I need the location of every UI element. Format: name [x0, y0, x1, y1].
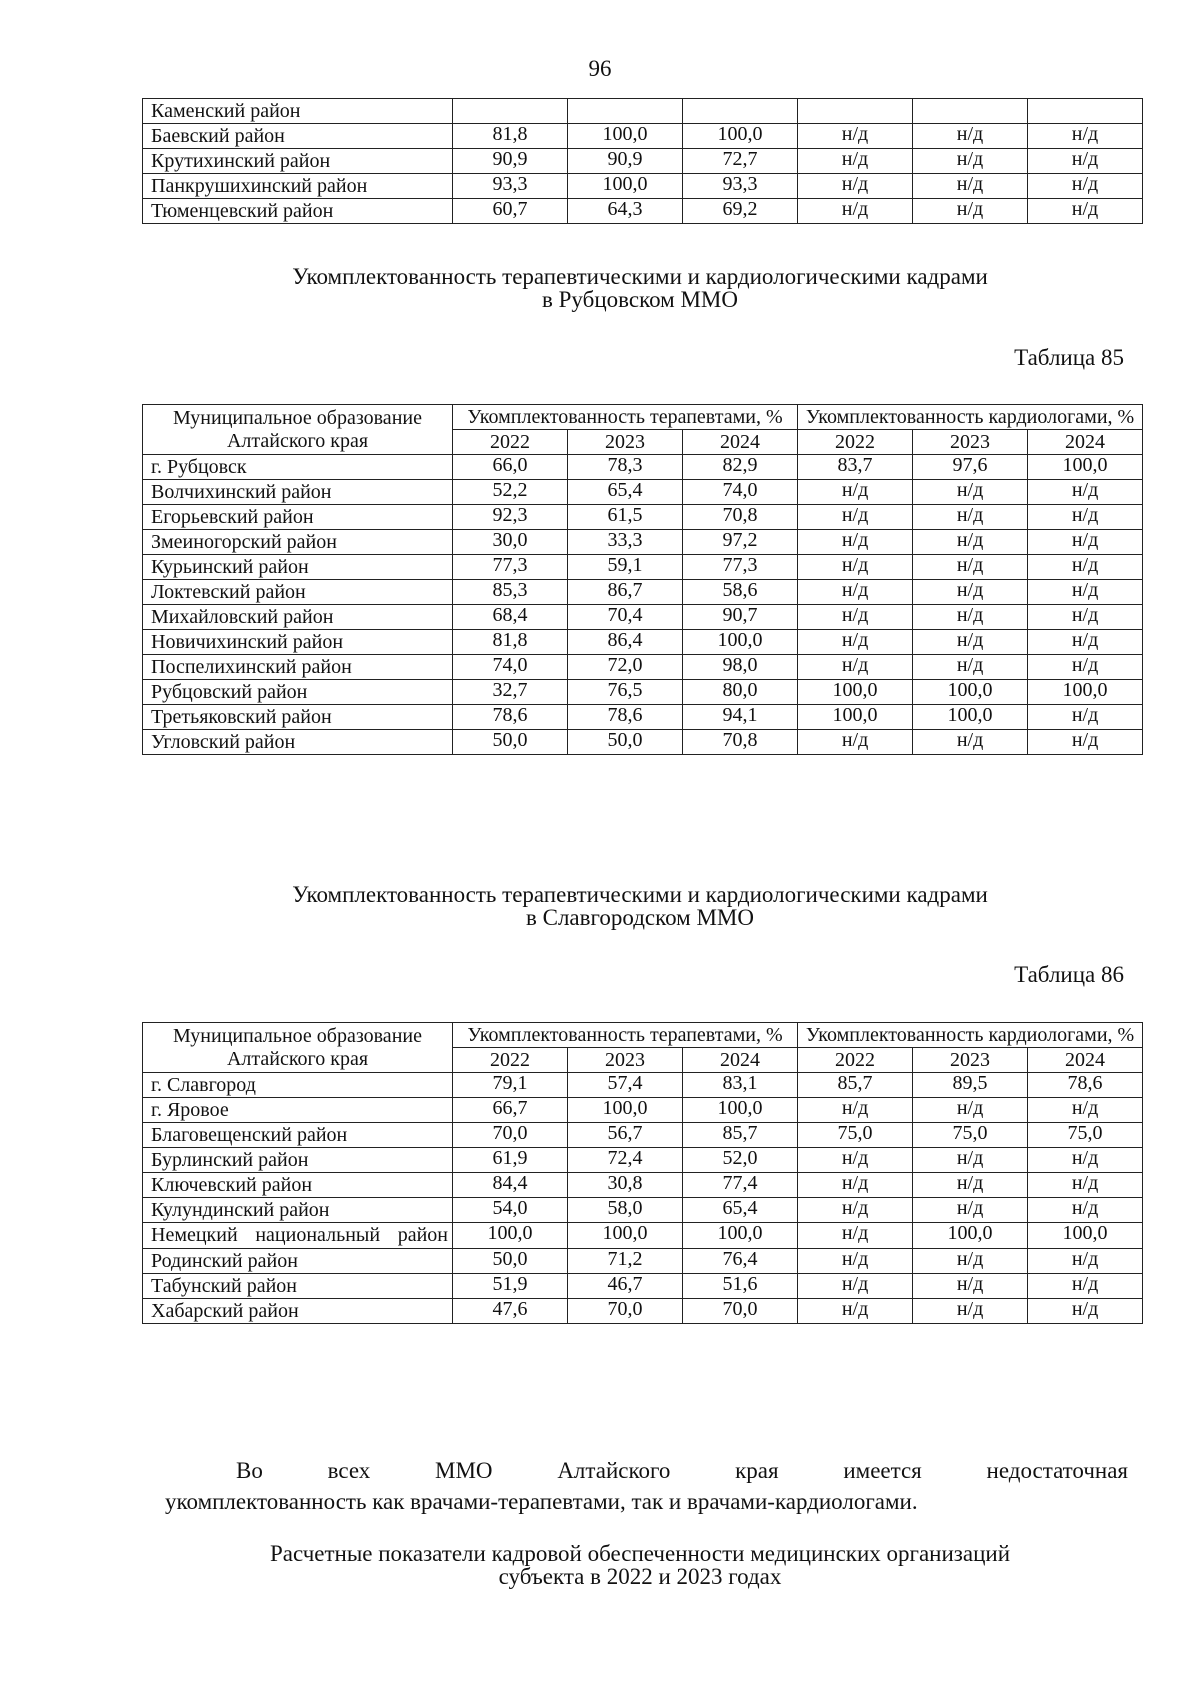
year-header: 2022 [453, 430, 568, 455]
cardiologists-value-cell: н/д [1028, 1098, 1143, 1123]
cardiologists-value-cell: н/д [798, 1098, 913, 1123]
therapists-value-cell: 77,4 [683, 1173, 798, 1198]
cardiologists-value-cell: н/д [798, 199, 913, 224]
therapists-value-cell: 52,2 [453, 480, 568, 505]
cardiologists-value-cell: н/д [913, 1299, 1028, 1324]
table-row [143, 605, 1143, 630]
therapists-value-cell: 50,0 [568, 730, 683, 755]
cardiologists-value-cell: 100,0 [798, 680, 913, 705]
therapists-value-cell [568, 99, 683, 124]
therapists-value-cell: 74,0 [453, 655, 568, 680]
therapists-value-cell: 52,0 [683, 1148, 798, 1173]
header-cardiologists: Укомплектованность кардиологами, % [798, 405, 1143, 430]
therapists-value-cell: 100,0 [683, 1223, 798, 1249]
cardiologists-value-cell: 100,0 [913, 705, 1028, 730]
footer-heading [140, 1542, 1140, 1588]
table-row [143, 680, 1143, 705]
cardiologists-value-cell: н/д [913, 1198, 1028, 1223]
cardiologists-value-cell: н/д [1028, 1274, 1143, 1299]
table-row [143, 580, 1143, 605]
cardiologists-value-cell: 100,0 [1028, 455, 1143, 480]
cardiologists-value-cell: н/д [913, 630, 1028, 655]
year-header: 2024 [1028, 1048, 1143, 1073]
table-row [143, 199, 1143, 224]
table-row [143, 730, 1143, 755]
section-title-slavgorod [140, 883, 1140, 929]
therapists-value-cell: 64,3 [568, 199, 683, 224]
therapists-value-cell: 50,0 [453, 1249, 568, 1274]
municipality-cell: Бурлинский район [143, 1148, 453, 1173]
cardiologists-value-cell: н/д [798, 630, 913, 655]
cardiologists-value-cell [1028, 99, 1143, 124]
cardiologists-value-cell: н/д [1028, 505, 1143, 530]
cardiologists-value-cell: н/д [798, 530, 913, 555]
cardiologists-value-cell: н/д [798, 480, 913, 505]
cardiologists-value-cell: н/д [913, 480, 1028, 505]
therapists-value-cell: 93,3 [683, 174, 798, 199]
therapists-value-cell: 70,8 [683, 730, 798, 755]
table-row [143, 1073, 1143, 1098]
municipality-cell: г. Яровое [143, 1098, 453, 1123]
section-title-line2: в Славгородском ММО [526, 905, 754, 930]
municipality-cell: г. Славгород [143, 1073, 453, 1098]
therapists-value-cell: 97,2 [683, 530, 798, 555]
cardiologists-value-cell: н/д [798, 1198, 913, 1223]
cardiologists-value-cell: н/д [913, 605, 1028, 630]
table-row [143, 1274, 1143, 1299]
municipality-cell: Каменский район [143, 99, 453, 124]
cardiologists-value-cell: н/д [913, 1274, 1028, 1299]
cardiologists-value-cell: н/д [1028, 630, 1143, 655]
therapists-value-cell: 72,7 [683, 149, 798, 174]
therapists-value-cell: 51,6 [683, 1274, 798, 1299]
municipality-cell: Третьяковский район [143, 705, 453, 730]
table-row [143, 705, 1143, 730]
cardiologists-value-cell: н/д [1028, 124, 1143, 149]
cardiologists-value-cell [798, 99, 913, 124]
cardiologists-value-cell: н/д [913, 655, 1028, 680]
therapists-value-cell: 56,7 [568, 1123, 683, 1148]
municipality-cell: Табунский район [143, 1274, 453, 1299]
year-header: 2024 [1028, 430, 1143, 455]
therapists-value-cell: 83,1 [683, 1073, 798, 1098]
therapists-value-cell: 90,7 [683, 605, 798, 630]
therapists-value-cell: 100,0 [683, 630, 798, 655]
cardiologists-value-cell: н/д [1028, 580, 1143, 605]
table-row [143, 1173, 1143, 1198]
municipality-cell: Хабарский район [143, 1299, 453, 1324]
table-row [143, 1299, 1143, 1324]
municipality-cell: Родинский район [143, 1249, 453, 1274]
table-row [143, 149, 1143, 174]
cardiologists-value-cell: н/д [1028, 1198, 1143, 1223]
cardiologists-value-cell: н/д [913, 1173, 1028, 1198]
cardiologists-value-cell: н/д [913, 1148, 1028, 1173]
therapists-value-cell: 100,0 [568, 174, 683, 199]
municipality-cell: Рубцовский район [143, 680, 453, 705]
therapists-value-cell: 81,8 [453, 124, 568, 149]
therapists-value-cell [683, 99, 798, 124]
cardiologists-value-cell: н/д [798, 730, 913, 755]
cardiologists-value-cell: н/д [798, 1249, 913, 1274]
cardiologists-value-cell: н/д [913, 1098, 1028, 1123]
therapists-value-cell: 77,3 [683, 555, 798, 580]
municipality-cell: Панкрушихинский район [143, 174, 453, 199]
therapists-value-cell: 100,0 [568, 1223, 683, 1249]
therapists-value-cell: 66,0 [453, 455, 568, 480]
municipality-cell: Михайловский район [143, 605, 453, 630]
municipality-cell: Крутихинский район [143, 149, 453, 174]
therapists-value-cell: 58,0 [568, 1198, 683, 1223]
year-header: 2024 [683, 1048, 798, 1073]
therapists-value-cell: 93,3 [453, 174, 568, 199]
table-86 [142, 1022, 1143, 1324]
therapists-value-cell: 85,7 [683, 1123, 798, 1148]
cardiologists-value-cell: н/д [913, 555, 1028, 580]
therapists-value-cell: 79,1 [453, 1073, 568, 1098]
cardiologists-value-cell: н/д [1028, 730, 1143, 755]
therapists-value-cell: 100,0 [568, 124, 683, 149]
cardiologists-value-cell: н/д [1028, 605, 1143, 630]
therapists-value-cell: 84,4 [453, 1173, 568, 1198]
therapists-value-cell: 70,0 [683, 1299, 798, 1324]
year-header: 2022 [453, 1048, 568, 1073]
cardiologists-value-cell: н/д [798, 149, 913, 174]
table-row [143, 555, 1143, 580]
therapists-value-cell: 47,6 [453, 1299, 568, 1324]
cardiologists-value-cell: 100,0 [1028, 680, 1143, 705]
cardiologists-value-cell: н/д [913, 730, 1028, 755]
cardiologists-value-cell: 100,0 [913, 680, 1028, 705]
therapists-value-cell: 70,0 [568, 1299, 683, 1324]
therapists-value-cell: 78,3 [568, 455, 683, 480]
section-title-line1: Укомплектованность терапевтическими и кардиологическими кадрами [292, 882, 988, 907]
cardiologists-value-cell: н/д [1028, 1148, 1143, 1173]
cardiologists-value-cell: н/д [913, 1249, 1028, 1274]
therapists-value-cell: 72,4 [568, 1148, 683, 1173]
municipality-cell: Курьинский район [143, 555, 453, 580]
therapists-value-cell: 50,0 [453, 730, 568, 755]
cardiologists-value-cell: н/д [913, 530, 1028, 555]
table-row [143, 480, 1143, 505]
therapists-value-cell [453, 99, 568, 124]
therapists-value-cell: 30,8 [568, 1173, 683, 1198]
municipality-cell: Новичихинский район [143, 630, 453, 655]
table-row [143, 505, 1143, 530]
cardiologists-value-cell: н/д [798, 555, 913, 580]
therapists-value-cell: 90,9 [453, 149, 568, 174]
therapists-value-cell: 98,0 [683, 655, 798, 680]
therapists-value-cell: 71,2 [568, 1249, 683, 1274]
municipality-cell: Волчихинский район [143, 480, 453, 505]
therapists-value-cell: 100,0 [683, 124, 798, 149]
therapists-value-cell: 85,3 [453, 580, 568, 605]
cardiologists-value-cell: 97,6 [913, 455, 1028, 480]
section-title-line2: в Рубцовском ММО [542, 287, 738, 312]
municipality-cell: Немецкий национальный район [143, 1223, 453, 1249]
therapists-value-cell: 86,4 [568, 630, 683, 655]
cardiologists-value-cell: 100,0 [798, 705, 913, 730]
table-row [143, 455, 1143, 480]
cardiologists-value-cell: н/д [1028, 555, 1143, 580]
municipality-cell: Угловский район [143, 730, 453, 755]
cardiologists-value-cell: н/д [798, 605, 913, 630]
header-municipality: Муниципальное образование Алтайского края [143, 405, 453, 455]
therapists-value-cell: 46,7 [568, 1274, 683, 1299]
cardiologists-value-cell: н/д [798, 655, 913, 680]
therapists-value-cell: 90,9 [568, 149, 683, 174]
cardiologists-value-cell [913, 99, 1028, 124]
conclusion-line2: укомплектованность как врачами-терапевтами, так и врачами-кардиологами. [165, 1489, 918, 1514]
year-header: 2023 [568, 1048, 683, 1073]
table-85 [142, 404, 1143, 755]
header-cardiologists: Укомплектованность кардиологами, % [798, 1023, 1143, 1048]
table-row [143, 630, 1143, 655]
year-header: 2024 [683, 430, 798, 455]
therapists-value-cell: 80,0 [683, 680, 798, 705]
cardiologists-value-cell: 78,6 [1028, 1073, 1143, 1098]
therapists-value-cell: 77,3 [453, 555, 568, 580]
therapists-value-cell: 92,3 [453, 505, 568, 530]
cardiologists-value-cell: н/д [1028, 1249, 1143, 1274]
municipality-cell: Локтевский район [143, 580, 453, 605]
footer-heading-line1: Расчетные показатели кадровой обеспеченности медицинских организаций [269, 1541, 1011, 1566]
municipality-cell: Благовещенский район [143, 1123, 453, 1148]
therapists-value-cell: 61,5 [568, 505, 683, 530]
cardiologists-value-cell: н/д [798, 1148, 913, 1173]
therapists-value-cell: 100,0 [568, 1098, 683, 1123]
cardiologists-value-cell: н/д [798, 1299, 913, 1324]
table-label-86: Таблица 86 [1014, 962, 1124, 987]
cardiologists-value-cell: н/д [913, 124, 1028, 149]
municipality-cell: Кулундинский район [143, 1198, 453, 1223]
therapists-value-cell: 72,0 [568, 655, 683, 680]
cardiologists-value-cell: н/д [1028, 705, 1143, 730]
table-row [143, 1223, 1143, 1249]
cardiologists-value-cell: н/д [798, 1223, 913, 1249]
therapists-value-cell: 100,0 [453, 1223, 568, 1249]
therapists-value-cell: 58,6 [683, 580, 798, 605]
cardiologists-value-cell: 75,0 [913, 1123, 1028, 1148]
therapists-value-cell: 78,6 [568, 705, 683, 730]
table-row [143, 1148, 1143, 1173]
table-label-85: Таблица 85 [1014, 345, 1124, 370]
therapists-value-cell: 61,9 [453, 1148, 568, 1173]
table-row [143, 1249, 1143, 1274]
year-header: 2022 [798, 1048, 913, 1073]
table-row [143, 655, 1143, 680]
table-row [143, 174, 1143, 199]
therapists-value-cell: 68,4 [453, 605, 568, 630]
cardiologists-value-cell: н/д [1028, 480, 1143, 505]
therapists-value-cell: 57,4 [568, 1073, 683, 1098]
therapists-value-cell: 78,6 [453, 705, 568, 730]
therapists-value-cell: 33,3 [568, 530, 683, 555]
cardiologists-value-cell: 89,5 [913, 1073, 1028, 1098]
cardiologists-value-cell: н/д [1028, 149, 1143, 174]
cardiologists-value-cell: н/д [1028, 199, 1143, 224]
therapists-value-cell: 82,9 [683, 455, 798, 480]
year-header: 2023 [568, 430, 683, 455]
cardiologists-value-cell: 75,0 [798, 1123, 913, 1148]
section-title-rubtsovsk [140, 265, 1140, 311]
cardiologists-value-cell: н/д [798, 1274, 913, 1299]
municipality-cell: Тюменцевский район [143, 199, 453, 224]
therapists-value-cell: 54,0 [453, 1198, 568, 1223]
therapists-value-cell: 65,4 [683, 1198, 798, 1223]
therapists-value-cell: 32,7 [453, 680, 568, 705]
cardiologists-value-cell: н/д [913, 174, 1028, 199]
therapists-value-cell: 100,0 [683, 1098, 798, 1123]
municipality-cell: Ключевский район [143, 1173, 453, 1198]
therapists-value-cell: 81,8 [453, 630, 568, 655]
therapists-value-cell: 59,1 [568, 555, 683, 580]
cardiologists-value-cell: 85,7 [798, 1073, 913, 1098]
year-header: 2023 [913, 430, 1028, 455]
municipality-cell: Поспелихинский район [143, 655, 453, 680]
header-municipality: Муниципальное образование Алтайского края [143, 1023, 453, 1073]
therapists-value-cell: 76,4 [683, 1249, 798, 1274]
therapists-value-cell: 70,0 [453, 1123, 568, 1148]
therapists-value-cell: 76,5 [568, 680, 683, 705]
cardiologists-value-cell: н/д [913, 505, 1028, 530]
page-number: 96 [588, 56, 612, 81]
cardiologists-value-cell: н/д [798, 1173, 913, 1198]
year-header: 2022 [798, 430, 913, 455]
therapists-value-cell: 51,9 [453, 1274, 568, 1299]
therapists-value-cell: 74,0 [683, 480, 798, 505]
cardiologists-value-cell: н/д [798, 505, 913, 530]
cardiologists-value-cell: н/д [798, 580, 913, 605]
cardiologists-value-cell: н/д [1028, 530, 1143, 555]
cardiologists-value-cell: н/д [1028, 1299, 1143, 1324]
therapists-value-cell: 69,2 [683, 199, 798, 224]
therapists-value-cell: 70,8 [683, 505, 798, 530]
cardiologists-value-cell: 100,0 [913, 1223, 1028, 1249]
therapists-value-cell: 60,7 [453, 199, 568, 224]
cardiologists-value-cell: н/д [913, 149, 1028, 174]
header-therapists: Укомплектованность терапевтами, % [453, 1023, 798, 1048]
cardiologists-value-cell: н/д [1028, 1173, 1143, 1198]
cardiologists-value-cell: н/д [913, 199, 1028, 224]
municipality-cell: Змеиногорский район [143, 530, 453, 555]
cardiologists-value-cell: н/д [913, 580, 1028, 605]
cardiologists-value-cell: н/д [798, 124, 913, 149]
cardiologists-value-cell: н/д [1028, 174, 1143, 199]
table-row [143, 1098, 1143, 1123]
cardiologists-value-cell: 100,0 [1028, 1223, 1143, 1249]
therapists-value-cell: 65,4 [568, 480, 683, 505]
footer-heading-line2: субъекта в 2022 и 2023 годах [498, 1564, 782, 1589]
table-row [143, 124, 1143, 149]
cardiologists-value-cell: 83,7 [798, 455, 913, 480]
table-row [143, 530, 1143, 555]
table-row [143, 1198, 1143, 1223]
therapists-value-cell: 30,0 [453, 530, 568, 555]
cardiologists-value-cell: н/д [1028, 655, 1143, 680]
cardiologists-value-cell: н/д [798, 174, 913, 199]
table-continuation [142, 98, 1143, 224]
section-title-line1: Укомплектованность терапевтическими и кардиологическими кадрами [292, 264, 988, 289]
municipality-cell: г. Рубцовск [143, 455, 453, 480]
year-header: 2023 [913, 1048, 1028, 1073]
municipality-cell: Егорьевский район [143, 505, 453, 530]
therapists-value-cell: 86,7 [568, 580, 683, 605]
conclusion-line1: Во всех ММО Алтайского края имеется недостаточная [236, 1458, 1128, 1483]
therapists-value-cell: 94,1 [683, 705, 798, 730]
therapists-value-cell: 70,4 [568, 605, 683, 630]
table-row [143, 99, 1143, 124]
table-row [143, 1123, 1143, 1148]
cardiologists-value-cell: 75,0 [1028, 1123, 1143, 1148]
header-therapists: Укомплектованность терапевтами, % [453, 405, 798, 430]
municipality-cell: Баевский район [143, 124, 453, 149]
therapists-value-cell: 66,7 [453, 1098, 568, 1123]
